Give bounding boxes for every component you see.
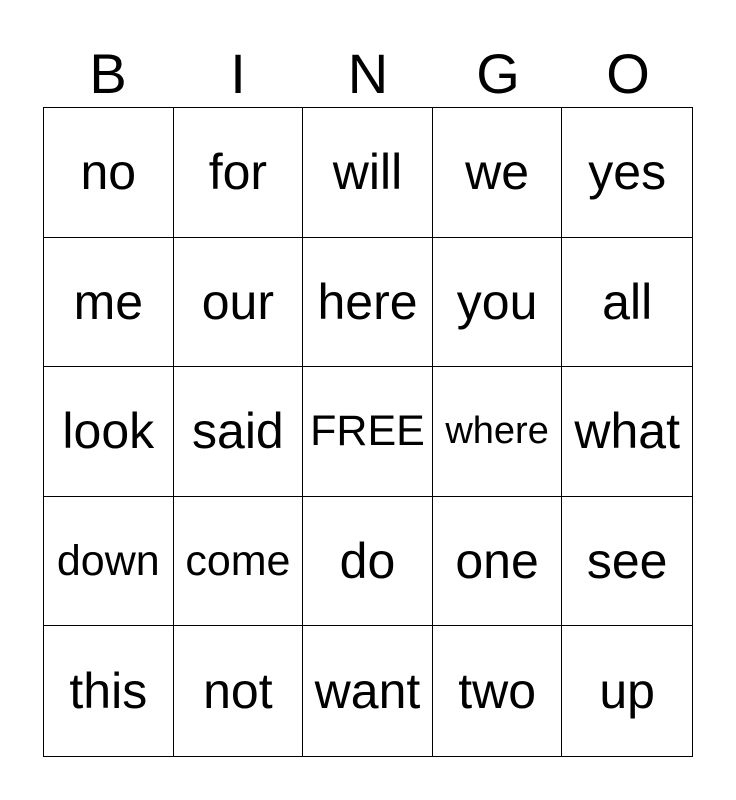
bingo-cell: see (562, 497, 692, 627)
bingo-cell: want (303, 626, 433, 756)
bingo-cell: will (303, 108, 433, 238)
bingo-cell: this (44, 626, 174, 756)
bingo-cell: two (433, 626, 563, 756)
header-letter-o: O (606, 42, 650, 105)
bingo-cell: not (174, 626, 304, 756)
header-letter-n: N (347, 42, 389, 105)
bingo-cell: me (44, 238, 174, 368)
free-space-cell: FREE (303, 367, 433, 497)
bingo-cell: you (433, 238, 563, 368)
bingo-cell: look (44, 367, 174, 497)
bingo-cell: do (303, 497, 433, 627)
bingo-cell: down (44, 497, 174, 627)
bingo-cell: said (174, 367, 304, 497)
bingo-cell: yes (562, 108, 692, 238)
bingo-board (43, 107, 693, 757)
bingo-cell: no (44, 108, 174, 238)
header-letter-g: G (476, 42, 520, 105)
bingo-cell: our (174, 238, 304, 368)
bingo-cell: where (433, 367, 563, 497)
bingo-cell: all (562, 238, 692, 368)
header-letter-i: I (230, 42, 246, 105)
bingo-cell: one (433, 497, 563, 627)
bingo-cell: up (599, 663, 655, 720)
bingo-cell: for (174, 108, 304, 238)
bingo-header (43, 40, 693, 108)
bingo-cell: what (562, 367, 692, 497)
bingo-cell: here (303, 238, 433, 368)
bingo-cell: come (174, 497, 304, 627)
bingo-cell: we (433, 108, 563, 238)
header-letter-b: B (89, 42, 127, 105)
